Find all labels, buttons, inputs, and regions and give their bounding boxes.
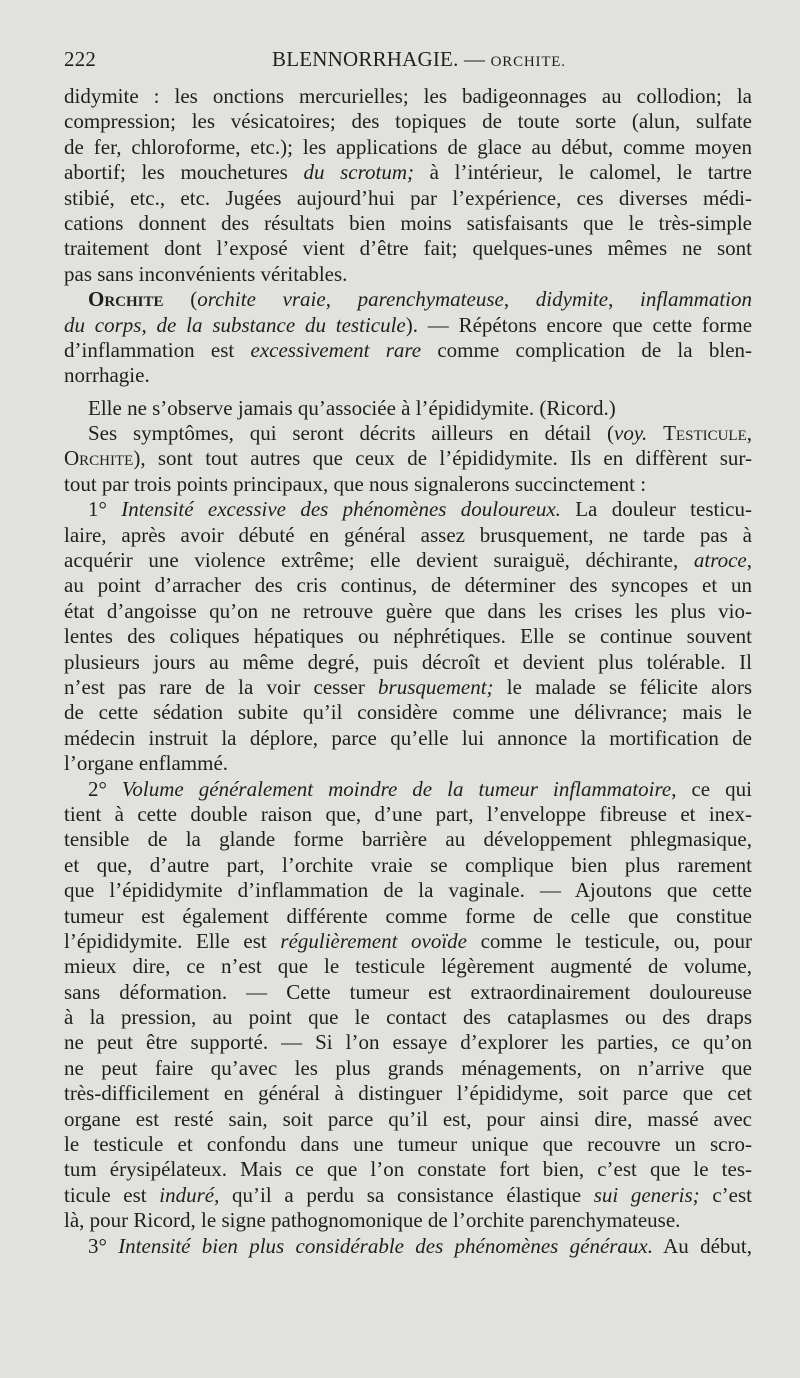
text-line: ne peut faire qu’avec les plus grands ménagements, on n’arrive que [64, 1055, 752, 1080]
running-header [64, 44, 754, 74]
text-line: sans déformation. — Cette tumeur est extraordinairement douloureuse [64, 979, 752, 1004]
text-line: compression; les vésicatoires; des topiques de toute sorte (alun, sulfate [64, 109, 752, 134]
text-line: Ses symptômes, qui seront décrits ailleurs en détail (voy. Testicule, [88, 421, 752, 446]
text-line: d’inflammation est excessivement rare comme complication de la blen- [64, 337, 752, 362]
text-line: norrhagie. [64, 363, 150, 388]
text-line: 2° Volume généralement moindre de la tumeur inflammatoire, ce qui [88, 776, 752, 801]
text-line: médecin instruit la déplore, parce qu’elle lui annonce la mortification de [64, 725, 752, 750]
section-heading: Orchite [88, 287, 164, 312]
text-line: tensible de la glande forme barrière au développement phlegmasique, [64, 827, 752, 852]
text-line: didymite : les onctions mercurielles; les badigeonnages au collodion; la [64, 84, 752, 108]
text-line: de fer, chloroforme, etc.); les applications de glace au début, comme moyen [64, 134, 752, 159]
body-text [64, 84, 752, 1259]
text-line: acquérir une violence extrême; elle devient suraiguë, déchirante, atroce, [64, 548, 752, 573]
text-line: tum érysipélateux. Mais ce que l’on constate fort bien, c’est que le tes- [64, 1157, 752, 1182]
text-line: du corps, de la substance du testicule). — Répétons encore que cette forme [64, 312, 752, 337]
text-line: organe est resté sain, soit parce qu’il est, pour ainsi dire, massé avec [64, 1106, 752, 1131]
text-line: et que, d’autre part, l’orchite vraie se complique bien plus rarement [64, 852, 752, 877]
text-line: l’épididymite. Elle est régulièrement ovoïde comme le testicule, ou, pour [64, 928, 752, 953]
text-line: le testicule et confondu dans une tumeur unique que recouvre un scro- [64, 1132, 752, 1157]
text-line: lentes des coliques hépatiques ou néphrétiques. Elle se continue souvent [64, 624, 752, 649]
text-line: ticule est induré, qu’il a perdu sa consistance élastique sui generis; c’est [64, 1182, 752, 1207]
text-line: 3° Intensité bien plus considérable des phénomènes généraux. Au début, [88, 1233, 752, 1258]
text-line: état d’angoisse qu’on ne retrouve guère que dans les crises les plus vio- [64, 598, 752, 623]
text-line: très-difficilement en général à distinguer l’épididyme, soit parce que cet [64, 1081, 752, 1106]
text-line: pas sans inconvénients véritables. [64, 261, 348, 286]
text-line: abortif; les mouchetures du scrotum; à l’intérieur, le calomel, le tartre [64, 160, 752, 185]
title-dash: — [464, 47, 486, 71]
section-subtitle: ORCHITE. [490, 54, 566, 70]
text-line: l’organe enflammé. [64, 751, 229, 776]
text-line: de cette sédation subite qu’il considère comme une délivrance; mais le [64, 700, 752, 725]
page-number: 222 [64, 47, 97, 71]
text-line: là, pour Ricord, le signe pathognomonique de l’orchite parenchymateuse. [64, 1208, 681, 1233]
text-line: tumeur est également différente comme forme de celle que constitue [64, 903, 752, 928]
text-line: stibié, etc., etc. Jugées aujourd’hui par l’expérience, ces diverses médi- [64, 185, 752, 210]
text-line: au point d’arracher des cris continus, de déterminer des syncopes et un [64, 573, 752, 598]
running-title [272, 44, 566, 77]
text-line: tient à cette double raison que, d’une part, l’enveloppe fibreuse et inex- [64, 801, 752, 826]
text-line: Elle ne s’observe jamais qu’associée à l’épididymite. (Ricord.) [88, 395, 616, 420]
section-heading-line: Orchite (orchite vraie, parenchymateuse, didymite, inflammation [88, 287, 752, 312]
text-line: que l’épididymite d’inflammation de la vaginale. — Ajoutons que cette [64, 878, 752, 903]
text-line: plusieurs jours au même degré, puis décroît et devient plus tolérable. Il [64, 649, 752, 674]
text-line: tout par trois points principaux, que nous signalerons succinctement : [64, 471, 647, 496]
text-line: Orchite), sont tout autres que ceux de l’épididymite. Ils en diffèrent sur- [64, 446, 752, 471]
text-line: traitement dont l’exposé vient d’être fait; quelques-unes mêmes ne sont [64, 236, 752, 261]
text-line: mieux dire, ce n’est que le testicule légèrement augmenté de volume, [64, 954, 752, 979]
text-line: cations donnent des résultats bien moins satisfaisants que le très-simple [64, 210, 752, 235]
text-line: 1° Intensité excessive des phénomènes douloureux. La douleur testicu- [88, 497, 752, 522]
text-line: n’est pas rare de la voir cesser brusquement; le malade se félicite alors [64, 674, 752, 699]
text-line: ne peut être supporté. — Si l’on essaye d’explorer les parties, ce qu’on [64, 1030, 752, 1055]
text-line: laire, après avoir débuté en général assez brusquement, ne tarde pas à [64, 522, 752, 547]
chapter-title: BLENNORRHAGIE. [272, 47, 459, 71]
text-line: à la pression, au point que le contact des cataplasmes ou des draps [64, 1005, 752, 1030]
